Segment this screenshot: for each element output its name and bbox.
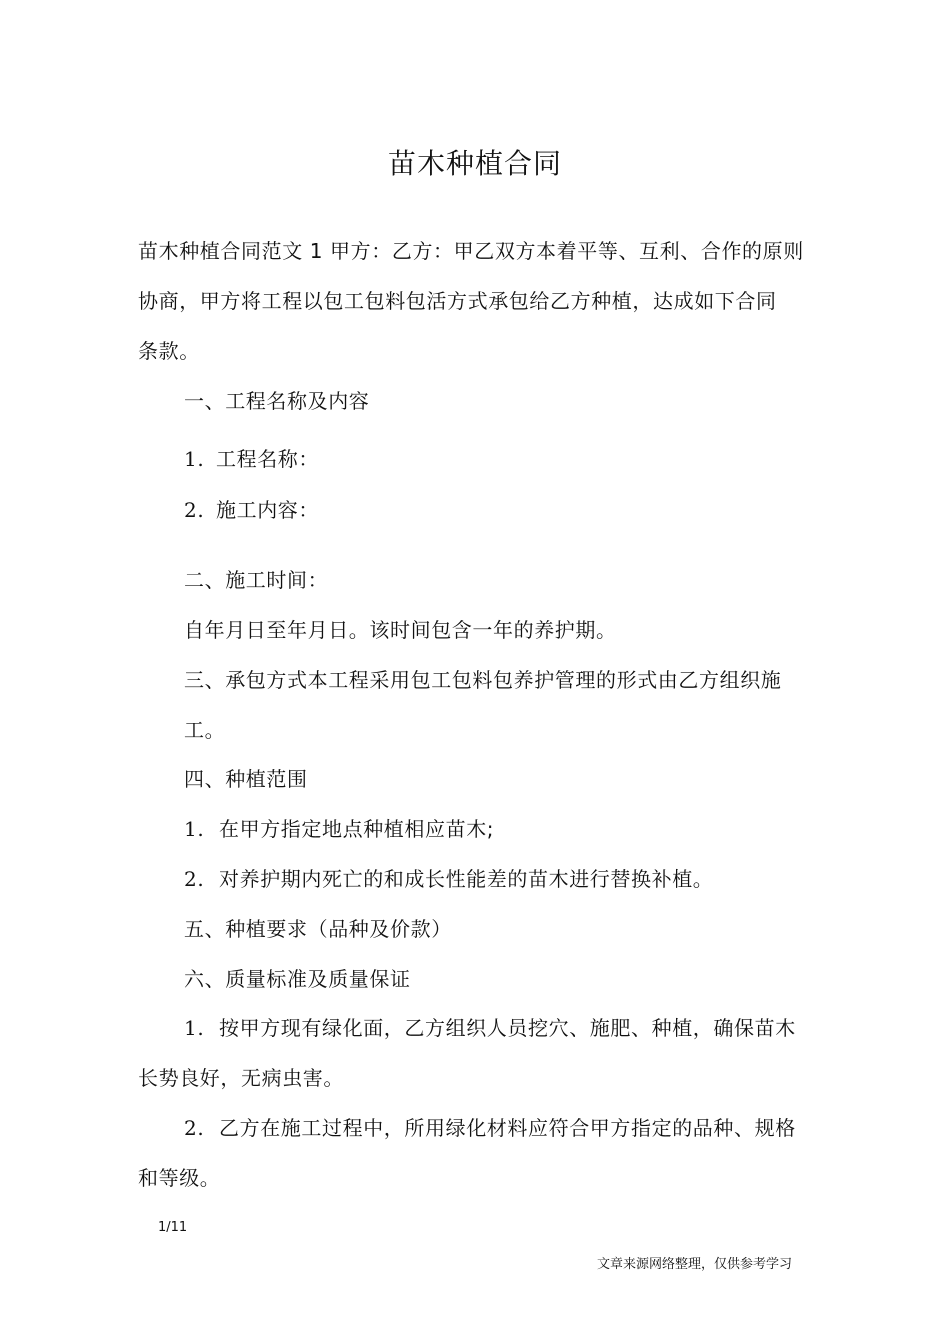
footer-note: 文章来源网络整理，仅供参考学习 — [597, 1257, 793, 1272]
section4-item1-number: 1. — [184, 817, 205, 841]
section6-item1-line-1 — [184, 1003, 796, 1053]
section1-item2-text: 施工内容： — [216, 498, 319, 522]
section6-item1-number: 1. — [184, 1016, 205, 1040]
intro-line-3: 条款。 — [138, 339, 200, 363]
section1-heading: 一、工程名称及内容 — [184, 389, 370, 413]
intro-line-1: 苗木种植合同范文 1 甲方：乙方：甲乙双方本着平等、互利、合作的原则 — [138, 239, 804, 263]
intro-line-2: 协商，甲方将工程以包工包料包活方式承包给乙方种植，达成如下合同 — [138, 289, 777, 313]
page-number: 1/11 — [158, 1220, 188, 1235]
section6-heading: 六、质量标准及质量保证 — [184, 967, 411, 991]
section6-item1-line-2: 长势良好，无病虫害。 — [138, 1066, 344, 1090]
section4-item2 — [184, 854, 713, 904]
section4-item2-number: 2. — [184, 867, 205, 891]
section4-item1 — [184, 804, 494, 854]
section6-item2-line-2: 和等级。 — [138, 1166, 221, 1190]
section1-item2 — [184, 485, 319, 535]
section1-item2-number: 2. — [184, 498, 205, 522]
document-title: 苗木种植合同 — [387, 147, 562, 180]
section6-item2-number: 2. — [184, 1116, 205, 1140]
section6-item1-text: 按甲方现有绿化面，乙方组织人员挖穴、施肥、种植，确保苗木 — [219, 1016, 796, 1040]
section2-text: 自年月日至年月日。该时间包含一年的养护期。 — [184, 618, 617, 642]
section1-item1-number: 1. — [184, 447, 205, 471]
section6-item2-text: 乙方在施工过程中，所用绿化材料应符合甲方指定的品种、规格 — [219, 1116, 796, 1140]
section5-heading: 五、种植要求（品种及价款） — [184, 917, 452, 941]
section4-heading: 四、种植范围 — [184, 767, 308, 791]
section4-item2-text: 对养护期内死亡的和成长性能差的苗木进行替换补植。 — [219, 867, 714, 891]
section2-heading: 二、施工时间： — [184, 568, 329, 592]
section6-item2-line-1 — [184, 1103, 796, 1153]
section3-line-2: 工。 — [184, 718, 226, 742]
section4-item1-text: 在甲方指定地点种植相应苗木; — [219, 817, 495, 841]
section3-line-1: 三、承包方式本工程采用包工包料包养护管理的形式由乙方组织施 — [184, 668, 782, 692]
section1-item1 — [184, 434, 319, 484]
section1-item1-text: 工程名称： — [216, 447, 319, 471]
